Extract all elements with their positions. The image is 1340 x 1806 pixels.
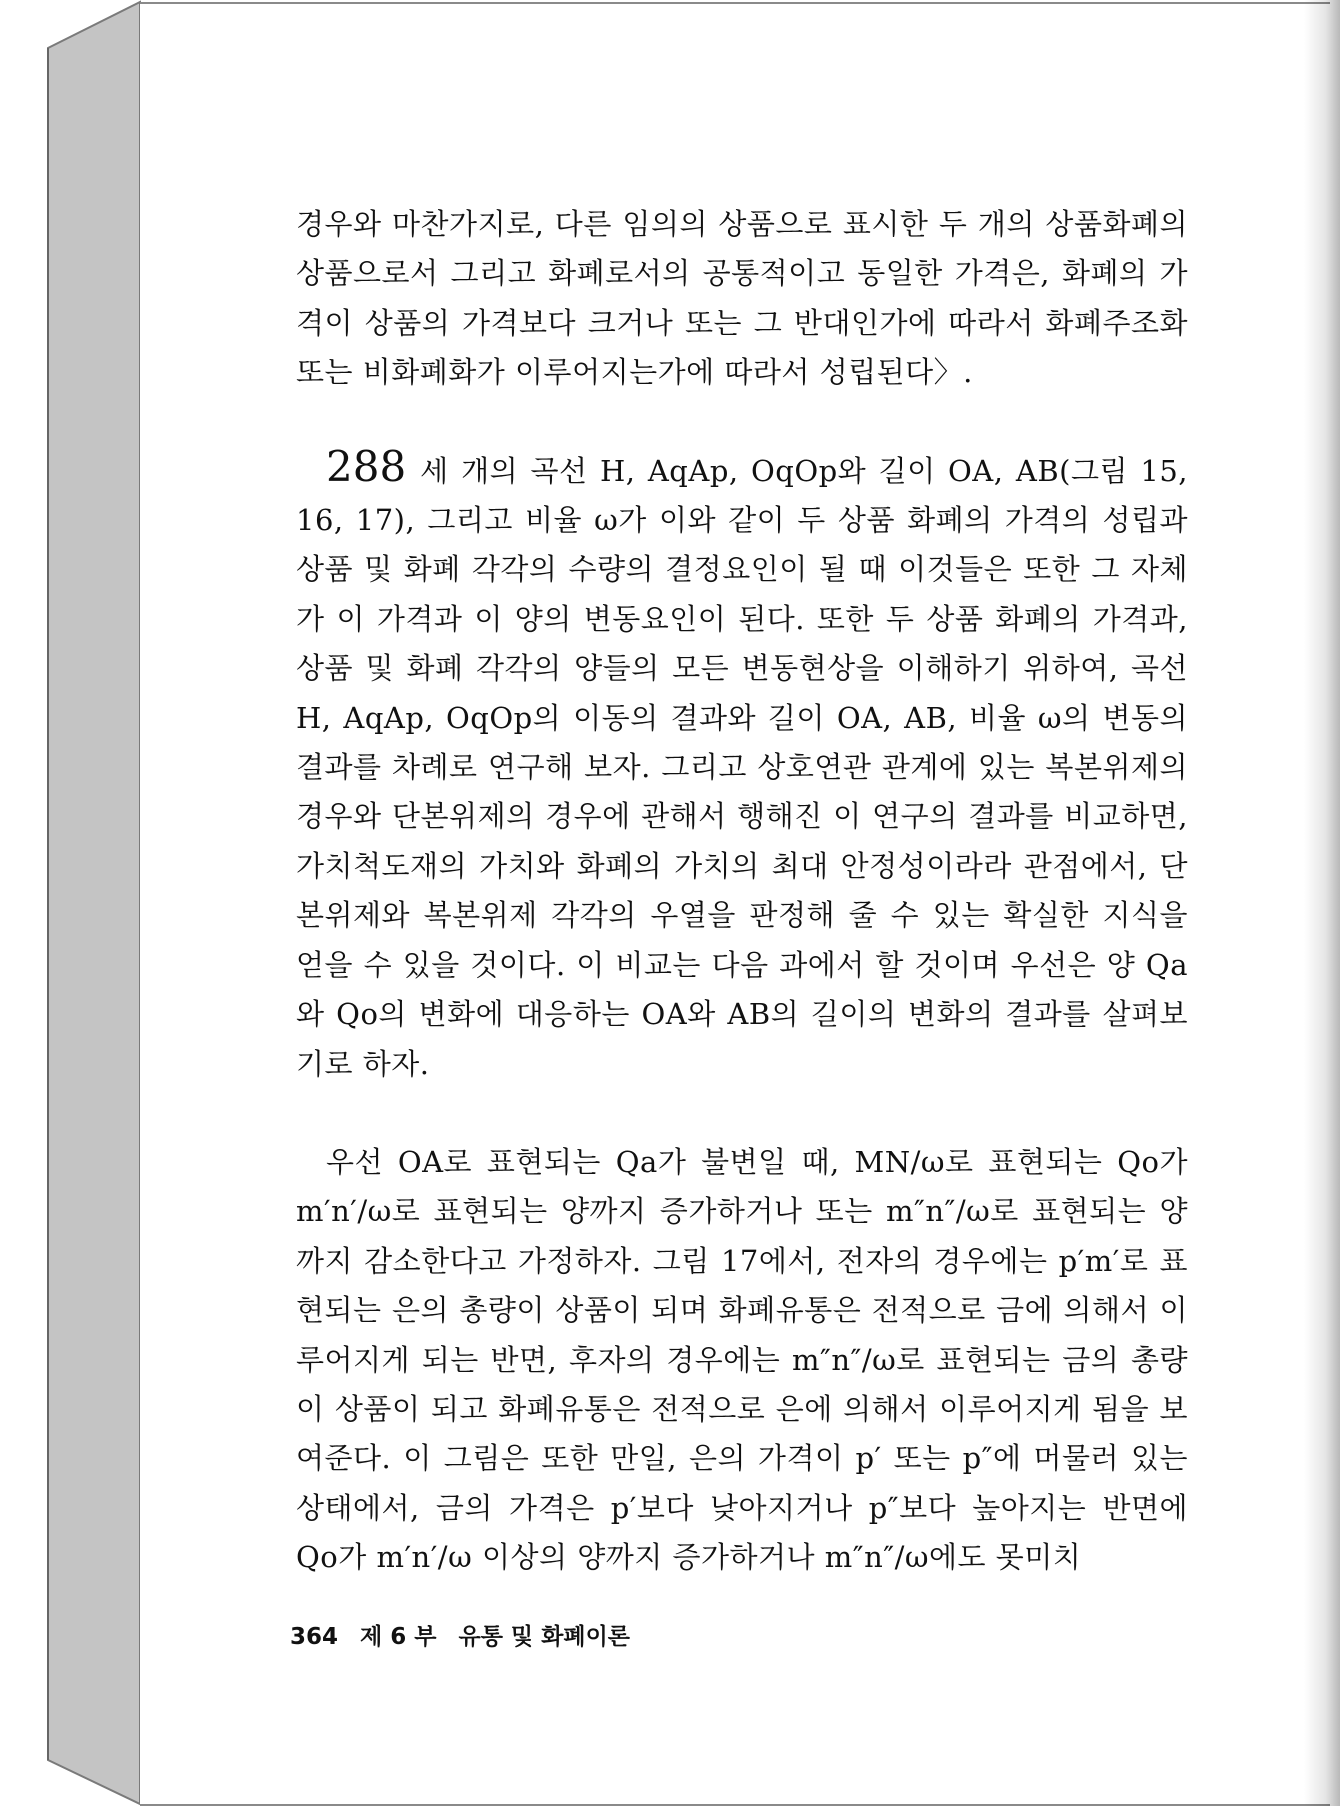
book-spine-edge: [0, 0, 150, 1806]
paragraph-assumption: [296, 1138, 1188, 1583]
paragraph-section-288: [296, 441, 1188, 1089]
part-label: 제 6 부: [360, 1624, 437, 1650]
paragraph-assumption-text: 우선 OA로 표현되는 Qa가 불변일 때, MN/ω로 표현되는 Qo가 m′n′/ω로 표현되는 양까지 증가하거나 또는 m″n″/ω로 표현되는 양까지 감소한다고 가정하자. 그림 17에서, 전자의 경우에는 p′m′로 표현되는 은의 총량이 상품이 되며 화폐유통은 전적으로 금에 의해서 이루어지게 되는 반면, 후자의 경우에는 m″n″/ω로 표현되는 금의 총량이 상품이 되고 화폐유통은 전적으로 은에 의해서 이루어지게 됨을 보여준다. 이 그림은 또한 만일, 은의 가격이 p′ 또는 p″에 머물러 있는 상태에서, 금의 가격은 p′보다 낮아지거나 p″보다 높아지는 반면에 Qo가 m′n′/ω 이상의 양까지 증가하거나 m″n″/ω에도 못미치: [296, 1144, 1188, 1575]
paragraph-section-text: 세 개의 곡선 H, AqAp, OqOp와 길이 OA, AB(그림 15, 16, 17), 그리고 비율 ω가 이와 같이 두 상품 화폐의 가격의 성립과 상품 및 화폐 각각의 수량의 결정요인이 될 때 이것들은 또한 그 자체가 이 가격과 이 양의 변동요인이 된다. 또한 두 상품 화폐의 가격과, 상품 및 화폐 각각의 양들의 모든 변동현상을 이해하기 위하여, 곡선 H, AqAp, OqOp의 이동의 결과와 길이 OA, AB, 비율 ω의 변동의 결과를 차례로 연구해 보자. 그리고 상호연관 관계에 있는 복본위제의 경우와 단본위제의 경우에 관해서 행해진 이 연구의 결과를 비교하면, 가치척도재의 가치와 화폐의 가치의 최대 안정성이라라 관점에서, 단본위제와 복본위제 각각의 우열을 판정해 줄 수 있는 확실한 지식을 얻을 수 있을 것이다. 이 비교는 다음 과에서 할 것이며 우선은 양 Qa와 Qo의 변화에 대응하는 OA와 AB의 길이의 변화의 결과를 살펴보기로 하자.: [296, 453, 1188, 1081]
part-title: 유통 및 화폐이론: [458, 1624, 631, 1650]
paragraph-gap: [296, 1089, 1188, 1138]
paragraph-continued: 경우와 마찬가지로, 다른 임의의 상품으로 표시한 두 개의 상품화폐의 상품으로서 그리고 화폐로서의 공통적이고 동일한 가격은, 화폐의 가격이 상품의 가격보다 크거나 또는 그 반대인가에 따라서 화폐주조화 또는 비화폐화가 이루어지는가에 따라서 성립된다〉.: [296, 207, 1188, 390]
section-number: 288: [326, 441, 407, 491]
page-number: 364: [290, 1624, 339, 1650]
page-body: [296, 200, 1188, 1583]
paragraph-gap: [296, 398, 1188, 447]
page-footer: [290, 1618, 630, 1651]
page-edge-shadow: [1304, 0, 1340, 1806]
